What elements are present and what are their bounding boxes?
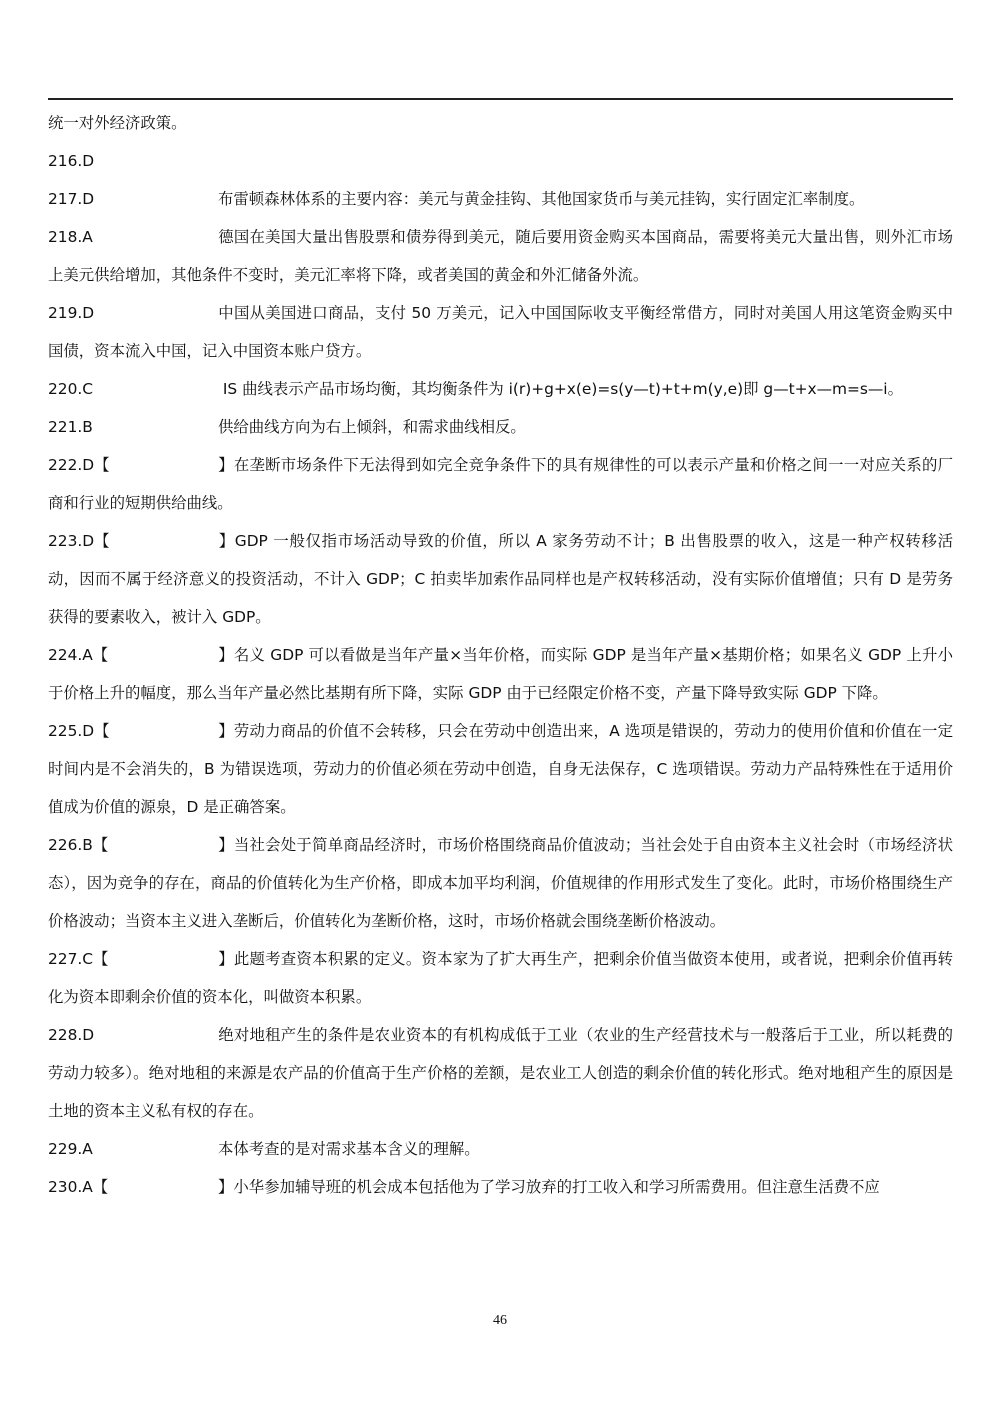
- answer-label: 218.A: [48, 228, 93, 246]
- answer-explanation: 供给曲线方向为右上倾斜，和需求曲线相反。: [218, 418, 526, 436]
- answer-explanation: 本体考查的是对需求基本含义的理解。: [218, 1140, 480, 1158]
- answer-explanation: 】GDP 一般仅指市场活动导致的价值，所以 A 家务劳动不计；B 出售股票的收入，这是一种产权转移活动，因而不属于经济意义的投资活动，不计入 GDP；C 拍卖毕加索作品同样也是产权转移活动，没有实际价值增值；只有 D 是劳务获得的要素收入，被计入 GDP。: [48, 532, 953, 626]
- answer-227: [48, 940, 953, 1016]
- answer-label: 230.A【: [48, 1178, 109, 1196]
- answer-label: 226.B【: [48, 836, 109, 854]
- answer-220: [48, 370, 953, 408]
- answer-explanation: 布雷顿森林体系的主要内容：美元与黄金挂钩、其他国家货币与美元挂钩，实行固定汇率制度。: [218, 190, 865, 208]
- answer-221: [48, 408, 953, 446]
- answer-226: [48, 826, 953, 940]
- text-line: 统一对外经济政策。: [48, 114, 187, 132]
- answer-explanation: IS 曲线表示产品市场均衡，其均衡条件为 i(r)+g+x(e)=s(y—t)+t+m(y,e)即 g—t+x—m=s—i。: [218, 380, 903, 398]
- answer-228: [48, 1016, 953, 1130]
- answer-explanation: 绝对地租产生的条件是农业资本的有机构成低于工业（农业的生产经营技术与一般落后于工业，所以耗费的劳动力较多）。绝对地租的来源是农产品的价值高于生产价格的差额，是农业工人创造的剩余价值的转化形式。绝对地租产生的原因是土地的资本主义私有权的存在。: [48, 1026, 953, 1120]
- answer-229: [48, 1130, 953, 1168]
- answer-225: [48, 712, 953, 826]
- document-body: [48, 104, 953, 1206]
- answer-label: 216.D: [48, 152, 95, 170]
- answer-explanation: 】劳动力商品的价值不会转移，只会在劳动中创造出来，A 选项是错误的，劳动力的使用价值和价值在一定时间内是不会消失的，B 为错误选项，劳动力的价值必须在劳动中创造，自身无法保存，C 选项错误。劳动力产品特殊性在于适用价值成为价值的源泉，D 是正确答案。: [48, 722, 953, 816]
- answer-explanation: 】此题考查资本积累的定义。资本家为了扩大再生产，把剩余价值当做资本使用，或者说，把剩余价值再转化为资本即剩余价值的资本化，叫做资本积累。: [48, 950, 953, 1006]
- answer-label: 224.A【: [48, 646, 109, 664]
- answer-219: [48, 294, 953, 370]
- answer-label: 227.C【: [48, 950, 109, 968]
- answer-explanation: 中国从美国进口商品，支付 50 万美元，记入中国国际收支平衡经常借方，同时对美国人用这笔资金购买中国债，资本流入中国，记入中国资本账户贷方。: [48, 304, 953, 360]
- answer-label: 219.D: [48, 304, 95, 322]
- page-number: 46: [493, 1313, 507, 1328]
- answer-label: 217.D: [48, 190, 95, 208]
- header-rule: [48, 98, 953, 100]
- answer-223: [48, 522, 953, 636]
- answer-explanation: 】名义 GDP 可以看做是当年产量×当年价格，而实际 GDP 是当年产量×基期价格；如果名义 GDP 上升小于价格上升的幅度，那么当年产量必然比基期有所下降，实际 GDP 由于已经限定价格不变，产量下降导致实际 GDP 下降。: [48, 646, 953, 702]
- answer-218: [48, 218, 953, 294]
- answer-label: 222.D【: [48, 456, 110, 474]
- answer-explanation: 】当社会处于简单商品经济时，市场价格围绕商品价值波动；当社会处于自由资本主义社会时（市场经济状态），因为竞争的存在，商品的价值转化为生产价格，即成本加平均利润，价值规律的作用形式发生了变化。此时，市场价格围绕生产价格波动；当资本主义进入垄断后，价值转化为垄断价格，这时，市场价格就会围绕垄断价格波动。: [48, 836, 953, 930]
- answer-explanation: 】小华参加辅导班的机会成本包括他为了学习放弃的打工收入和学习所需费用。但注意生活费不应: [218, 1178, 880, 1196]
- answer-explanation: 德国在美国大量出售股票和债券得到美元，随后要用资金购买本国商品，需要将美元大量出售，则外汇市场上美元供给增加，其他条件不变时，美元汇率将下降，或者美国的黄金和外汇储备外流。: [48, 228, 953, 284]
- answer-label: 225.D【: [48, 722, 110, 740]
- answer-217: [48, 180, 953, 218]
- answer-label: 220.C: [48, 380, 94, 398]
- answer-224: [48, 636, 953, 712]
- answer-222: [48, 446, 953, 522]
- answer-label: 223.D【: [48, 532, 110, 550]
- answer-label: 221.B: [48, 418, 93, 436]
- answer-label: 228.D: [48, 1026, 95, 1044]
- answer-explanation: 】在垄断市场条件下无法得到如完全竞争条件下的具有规律性的可以表示产量和价格之间一一对应关系的厂商和行业的短期供给曲线。: [48, 456, 953, 512]
- answer-label: 229.A: [48, 1140, 93, 1158]
- answer-230: [48, 1168, 953, 1206]
